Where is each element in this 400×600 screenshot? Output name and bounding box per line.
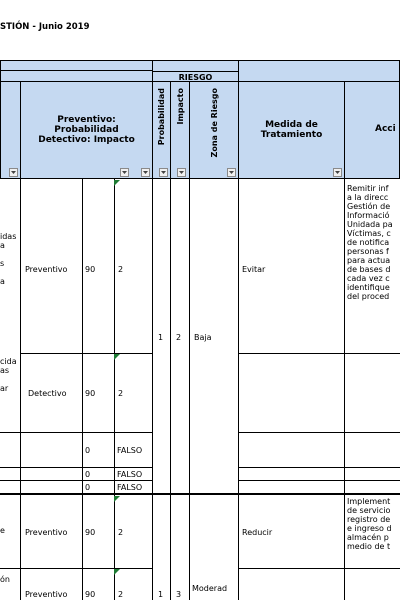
control-value-cell: 0 <box>85 483 91 492</box>
control-value-cell: 0 <box>85 470 91 479</box>
header-medida-cell <box>238 81 345 179</box>
header-impacto: Impacto <box>176 88 185 125</box>
control-value-cell: 0 <box>85 446 91 455</box>
left-text-1: idas a s a <box>0 232 17 286</box>
grid-line <box>170 179 171 600</box>
comment-indicator <box>114 496 120 502</box>
left-text-5: e <box>0 526 5 535</box>
comment-indicator <box>114 180 120 186</box>
grid-line <box>0 493 400 495</box>
control-value-cell: 90 <box>85 528 96 537</box>
grid-line <box>20 353 153 354</box>
control-value-cell: 90 <box>85 265 96 274</box>
control-score-cell: 2 <box>118 389 124 398</box>
header-impacto-cell <box>170 81 190 179</box>
action-text-cell: Remitir inf a la direcc Gestión de Informació Unidada pa Víctimas, c de notifica personas f para actua de bases d cada vez c identifique del proced <box>347 184 393 301</box>
risk-impact-value: 3 <box>176 590 182 599</box>
header-accion: Acci <box>375 124 396 134</box>
filter-dropdown-button[interactable] <box>177 168 186 177</box>
control-score-cell: FALSO <box>117 483 143 492</box>
grid-line <box>152 179 153 600</box>
control-value-cell: 90 <box>85 389 96 398</box>
treatment-measure-cell: Evitar <box>242 265 266 274</box>
left-text-6: ón <box>0 575 10 584</box>
risk-zone-value: Baja <box>194 333 212 342</box>
grid-line <box>114 179 115 600</box>
control-type-cell: Preventivo <box>25 265 68 274</box>
grid-line <box>0 568 153 569</box>
header-accion-cell <box>344 81 400 179</box>
header-preventivo: Preventivo: Probabilidad Detectivo: Impacto <box>38 115 135 145</box>
grid-line <box>189 179 190 600</box>
header-band-top-riesgo <box>152 60 239 72</box>
grid-line <box>82 179 83 600</box>
grid-line <box>238 467 400 468</box>
filter-dropdown-button[interactable] <box>159 168 168 177</box>
control-score-cell: FALSO <box>117 470 143 479</box>
risk-zone-value: Moderad <box>192 584 228 593</box>
header-medida: Medida de Tratamiento <box>260 120 323 140</box>
filter-dropdown-button[interactable] <box>9 168 18 177</box>
grid-line <box>0 480 153 481</box>
grid-line <box>238 179 239 600</box>
comment-indicator <box>114 569 120 575</box>
risk-probability-value: 1 <box>158 333 164 342</box>
filter-dropdown-button[interactable] <box>141 168 150 177</box>
filter-dropdown-button[interactable] <box>227 168 236 177</box>
grid-line <box>238 568 400 569</box>
grid-line <box>238 480 400 481</box>
left-text-2: cida as ar <box>0 357 17 393</box>
comment-indicator <box>114 354 120 360</box>
risk-probability-value: 1 <box>158 590 164 599</box>
control-score-cell: FALSO <box>117 446 143 455</box>
filter-dropdown-button[interactable] <box>333 168 342 177</box>
control-score-cell: 2 <box>118 528 124 537</box>
grid-line <box>0 467 153 468</box>
control-score-cell: 2 <box>118 265 124 274</box>
control-score-cell: 2 <box>118 590 124 599</box>
control-value-cell: 90 <box>85 590 96 599</box>
header-probabilidad-cell <box>152 81 171 179</box>
grid-line <box>238 432 400 433</box>
control-type-cell: Detectivo <box>28 389 67 398</box>
header-band-right <box>238 60 400 82</box>
header-zona-cell <box>189 81 239 179</box>
header-left-col <box>0 81 21 179</box>
header-probabilidad: Probabilidad <box>157 88 166 146</box>
header-preventivo-cell <box>20 81 153 179</box>
header-riesgo: RIESGO <box>178 73 213 82</box>
control-type-cell: Preventivo <box>25 528 68 537</box>
control-type-cell: Preventivo <box>25 590 68 599</box>
filter-dropdown-button[interactable] <box>120 168 129 177</box>
grid-line <box>20 179 21 600</box>
treatment-measure-cell: Reducir <box>242 528 273 537</box>
grid-line <box>238 353 400 354</box>
header-zona: Zona de Riesgo <box>210 88 219 158</box>
action-text-cell: Implement de servicio registro de e ingreso d almacén p medio de t <box>347 497 392 551</box>
grid-line <box>0 432 153 433</box>
risk-impact-value: 2 <box>176 333 182 342</box>
page-title: STIÓN - Junio 2019 <box>0 22 90 32</box>
grid-line <box>344 179 345 600</box>
